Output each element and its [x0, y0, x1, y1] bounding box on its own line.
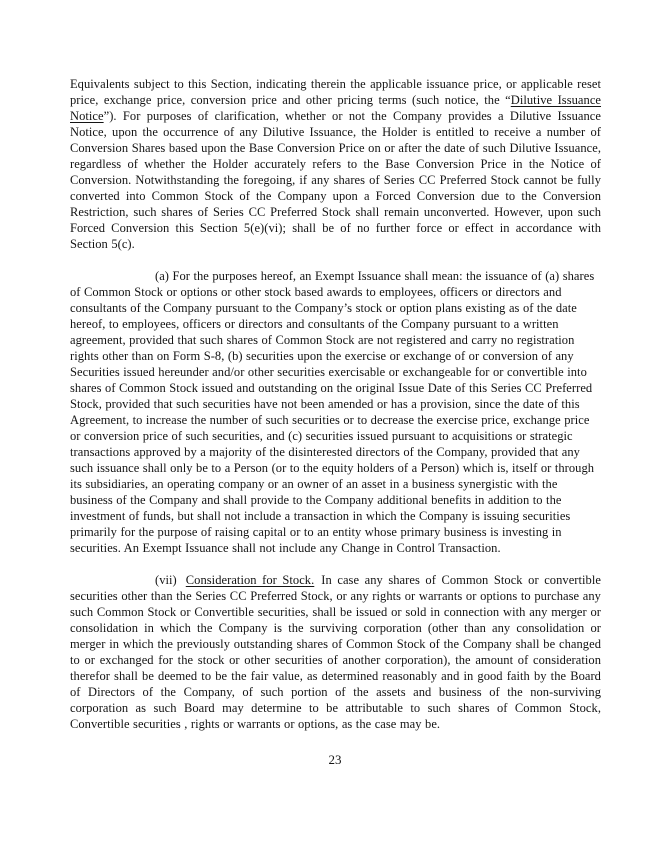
paragraph-text: (a) For the purposes hereof, an Exempt Issuance shall mean: the issuance of (a) shares of Common Stock or options or other stock based awards to employees, officers or directors and consultants of the Company pursuant to the Company’s stock or option plans existing as of the date hereof, to employees, officers or directors and consultants of the Company pursuant to a written agreement, provided that such shares of Common Stock are not registered and carry no registration rights other than on Form S-8, (b) securities upon the exercise or exchange of or conversion of any Securities issued hereunder and/or other securities exercisable or exchangeable for or convertible into shares of Common Stock issued and outstanding on the original Issue Date of this Series CC Preferred Stock, provided that such securities have not been amended or has a provision, since the date of this Agreement, to increase the number of such securities or to decrease the exercise price, exchange price or conversion price of such securities, and (c) securities issued pursuant to acquisitions or strategic transactions approved by a majority of the disinterested directors of the Company, provided that any such issuance shall only be to a Person (or to the equity holders of a Person) which is, itself or through its subsidiaries, an operating company or an owner of an asset in a business synergistic with the business of the Company and shall provide to the Company additional benefits in addition to the investment of funds, but shall not include a transaction in which the Company is issuing securities primarily for the purpose of raising capital or to an entity whose primary business is investing in securities. An Exempt Issuance shall not include any Change in Control Transaction. [70, 269, 595, 555]
clause-marker-vii: (vii) [155, 573, 177, 587]
clause-heading-consideration-for-stock: Consideration for Stock. [185, 573, 315, 587]
page-number: 23 [328, 752, 342, 767]
defined-term-dilutive-issuance-notice: Dilutive Issuance Notice [70, 93, 602, 123]
paragraph-text: In case any shares of Common Stock or convertible securities other than the Series CC Preferred Stock, or any rights or warrants or options to purchase any such Common Stock or Convertible securities, shall be issued or sold in connection with any merger or consolidation in which the Company is the surviving corporation (other than any consolidation or merger in which the previously outstanding shares of Common Stock of the Company shall be changed to or exchanged for the stock or other securities of another corporation), the amount of consideration therefor shall be deemed to be the fair value, as determined reasonably and in good faith by the Board of Directors of the Company, of such portion of the assets and business of the non-surviving corporation as such Board may determine to be attributable to such shares of Common Stock, Convertible securities , rights or warrants or options, as the case may be. [70, 573, 601, 731]
document-body [70, 76, 601, 732]
paragraph-text: ”). For purposes of clarification, whether or not the Company provides a Dilutive Issuance Notice, upon the occurrence of any Dilutive Issuance, the Holder is entitled to receive a number of Conversion Shares based upon the Base Conversion Price on or after the date of such Dilutive Issuance, regardless of whether the Holder accurately refers to the Base Conversion Price in the Notice of Conversion. Notwithstanding the foregoing, if any shares of Series CC Preferred Stock cannot be fully converted into Common Stock of the Company upon a Forced Conversion due to the Conversion Restriction, such shares of Series CC Preferred Stock shall remain unconverted. However, upon such Forced Conversion this Section 5(e)(vi); shall be of no further force or effect in accordance with Section 5(c). [70, 109, 601, 251]
paragraph-consideration-for-stock [70, 572, 601, 732]
paragraph-exempt-issuance [70, 268, 601, 556]
paragraph-continuation [70, 76, 601, 252]
paragraph-text: Equivalents subject to this Section, indicating therein the applicable issuance price, or applicable reset price, exchange price, conversion price and other pricing terms (such notice, the “ [70, 77, 601, 107]
